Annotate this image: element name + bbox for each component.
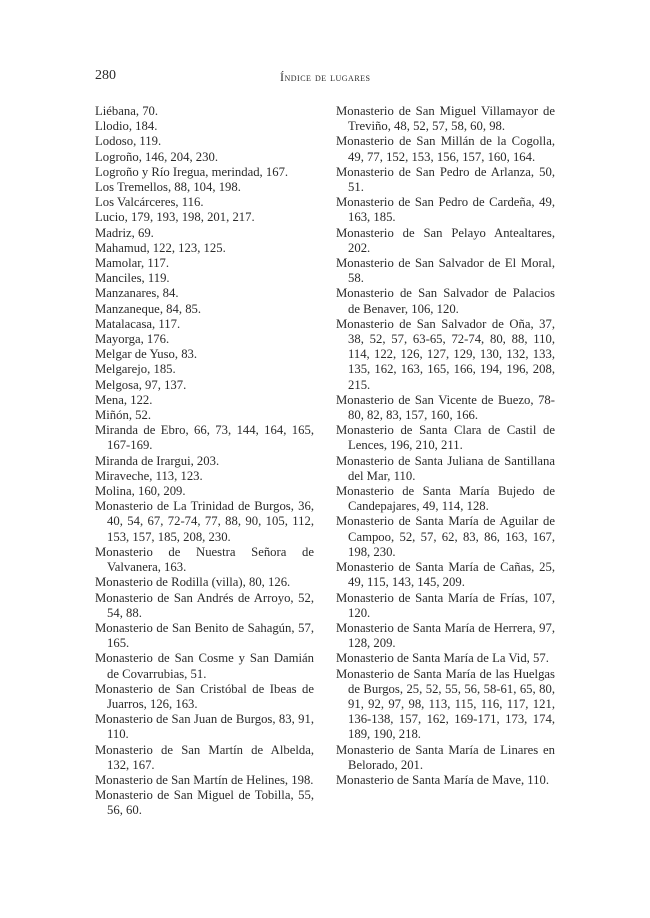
- index-entry: Llodio, 184.: [95, 119, 158, 134]
- left-column: [95, 104, 314, 819]
- index-entry: Monasterio de San Millán de la Cogolla, 49, 77, 152, 153, 156, 157, 160, 164.: [336, 134, 555, 164]
- index-entry: Monasterio de La Trinidad de Burgos, 36, 40, 54, 67, 72-74, 77, 88, 90, 105, 112, 153, 157, 185, 208, 230.: [95, 499, 314, 544]
- index-entry: Monasterio de Santa María de las Huelgas de Burgos, 25, 52, 55, 56, 58-61, 65, 80, 91, 92, 97, 98, 113, 115, 116, 117, 121, 136-138, 157, 162, 169-171, 173, 174, 189, 190, 218.: [336, 666, 555, 742]
- index-entry: Mamolar, 117.: [95, 256, 170, 271]
- index-entry: Mayorga, 176.: [95, 332, 170, 347]
- index-entry: Mena, 122.: [95, 392, 153, 407]
- index-entry: Monasterio de Santa María de Frías, 107, 120.: [336, 590, 555, 620]
- index-entry: Monasterio de Santa Clara de Castil de Lences, 196, 210, 211.: [336, 423, 555, 453]
- running-title: Índice de lugares: [280, 70, 371, 84]
- index-entry: Monasterio de Santa María de La Vid, 57.: [336, 651, 549, 666]
- index-entry: Monasterio de San Salvador de Oña, 37, 38, 52, 57, 63-65, 72-74, 80, 88, 110, 114, 122, 126, 127, 129, 130, 132, 133, 135, 162, 163, 165, 166, 194, 196, 208, 215.: [336, 316, 555, 392]
- index-entry: Los Valcárceres, 116.: [95, 195, 204, 210]
- index-entry: Monasterio de San Salvador de Palacios de Benaver, 106, 120.: [336, 286, 555, 316]
- index-entry: Monasterio de San Cosme y San Damián de Covarrubias, 51.: [95, 651, 314, 681]
- index-entry: Monasterio de Santa María de Linares en Belorado, 201.: [336, 742, 555, 772]
- index-entry: Madriz, 69.: [95, 225, 154, 240]
- index-entry: Monasterio de San Martín de Albelda, 132, 167.: [95, 742, 314, 772]
- index-entry: Monasterio de San Andrés de Arroyo, 52, 54, 88.: [95, 590, 314, 620]
- index-entry: Liébana, 70.: [95, 104, 159, 118]
- index-entry: Monasterio de San Miguel Villamayor de Treviño, 48, 52, 57, 58, 60, 98.: [336, 104, 555, 134]
- index-entry: Miranda de Irargui, 203.: [95, 453, 220, 468]
- index-entry: Monasterio de Santa María de Aguilar de Campoo, 52, 57, 62, 83, 86, 163, 167, 198, 230.: [336, 514, 555, 559]
- index-entry: Miraveche, 113, 123.: [95, 468, 203, 483]
- index-entry: Matalacasa, 117.: [95, 316, 181, 331]
- page-number: 280: [95, 68, 116, 83]
- index-entry: Los Tremellos, 88, 104, 198.: [95, 180, 241, 195]
- index-entry: Melgarejo, 185.: [95, 362, 176, 377]
- index-entry: Manzanares, 84.: [95, 286, 179, 301]
- index-entry: Manzaneque, 84, 85.: [95, 301, 202, 316]
- index-entry: Mahamud, 122, 123, 125.: [95, 240, 226, 255]
- index-entry: Monasterio de San Martín de Helines, 198.: [95, 772, 314, 787]
- index-entry: Monasterio de Santa María de Herrera, 97, 128, 209.: [336, 620, 555, 651]
- index-entry: Monasterio de San Pedro de Cardeña, 49, 163, 185.: [336, 195, 555, 225]
- index-entry: Logroño, 146, 204, 230.: [95, 149, 218, 164]
- index-entry: Monasterio de Santa Juliana de Santillana del Mar, 110.: [336, 453, 555, 483]
- right-column: [336, 104, 555, 788]
- index-entry: Monasterio de San Vicente de Buezo, 78-80, 82, 83, 157, 160, 166.: [336, 392, 555, 423]
- index-entry: Melgosa, 97, 137.: [95, 377, 187, 392]
- index-entry: Monasterio de San Juan de Burgos, 83, 91, 110.: [95, 712, 314, 742]
- index-entry: Manciles, 119.: [95, 271, 170, 286]
- index-entry: Monasterio de San Miguel de Tobilla, 55, 56, 60.: [95, 788, 314, 818]
- index-entry: Monasterio de San Benito de Sahagún, 57, 165.: [95, 620, 314, 651]
- page-header: [95, 68, 555, 88]
- index-entry: Logroño y Río Iregua, merindad, 167.: [95, 164, 289, 179]
- index-entry: Monasterio de San Salvador de El Moral, 58.: [336, 256, 555, 286]
- index-entry: Monasterio de Santa María Bujedo de Candepajares, 49, 114, 128.: [336, 484, 555, 514]
- index-entry: Monasterio de San Pelayo Antealtares, 202.: [336, 225, 555, 255]
- index-entry: Monasterio de San Pedro de Arlanza, 50, 51.: [336, 164, 555, 195]
- index-entry: Miranda de Ebro, 66, 73, 144, 164, 165, 167-169.: [95, 423, 314, 453]
- index-entry: Miñón, 52.: [95, 408, 152, 423]
- index-entry: Monasterio de Santa María de Cañas, 25, 49, 115, 143, 145, 209.: [336, 560, 555, 590]
- index-entry: Monasterio de Nuestra Señora de Valvanera, 163.: [95, 544, 314, 575]
- index-entry: Monasterio de San Cristóbal de Ibeas de Juarros, 126, 163.: [95, 681, 314, 711]
- index-entry: Monasterio de Santa María de Mave, 110.: [336, 772, 550, 787]
- index-entry: Melgar de Yuso, 83.: [95, 347, 198, 362]
- index-entry: Molina, 160, 209.: [95, 484, 186, 499]
- index-entry: Lodoso, 119.: [95, 134, 162, 149]
- index-entry: Lucio, 179, 193, 198, 201, 217.: [95, 210, 255, 225]
- index-entry: Monasterio de Rodilla (villa), 80, 126.: [95, 575, 291, 590]
